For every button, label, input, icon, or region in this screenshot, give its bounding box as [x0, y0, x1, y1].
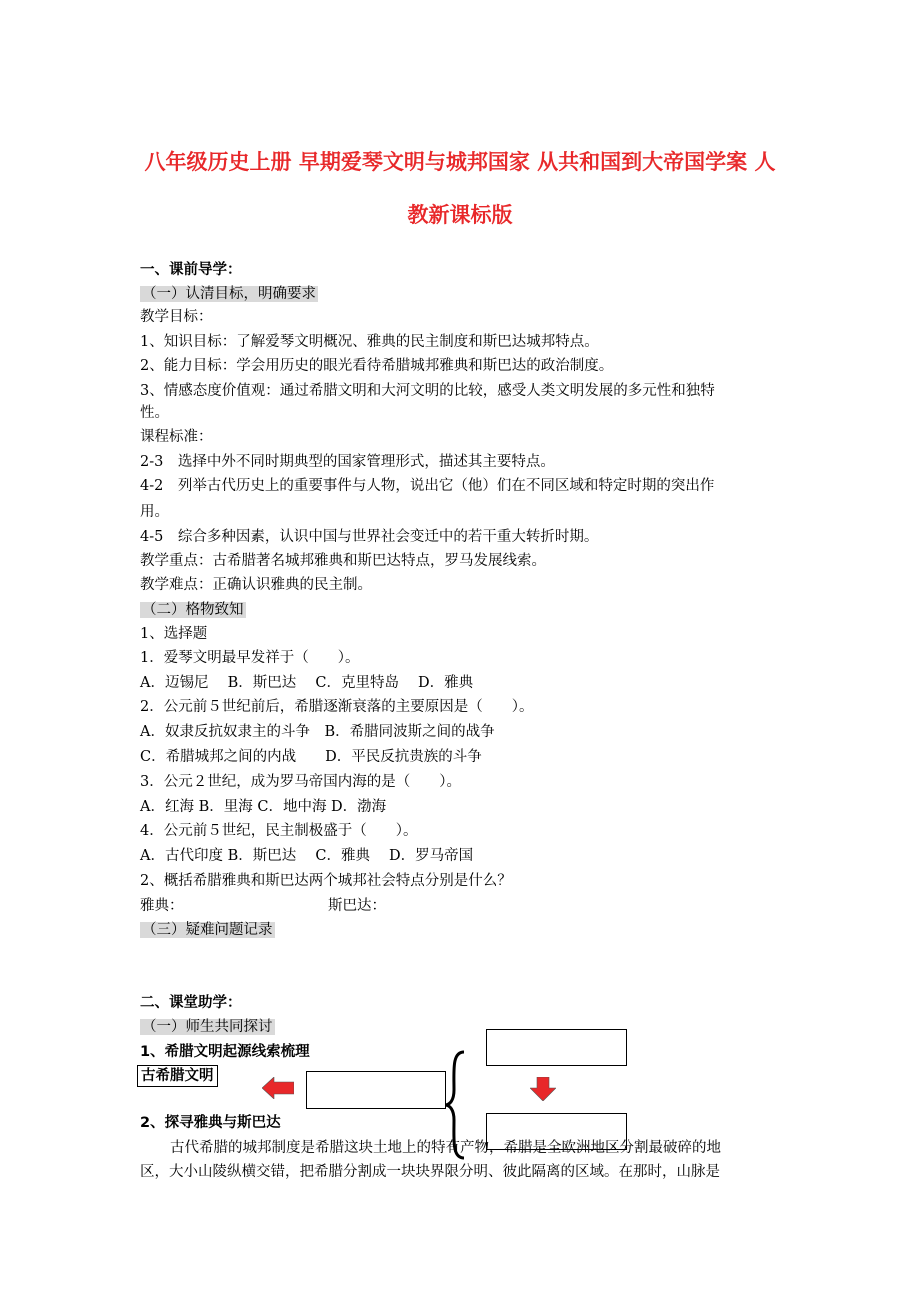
- standard-label: 课程标准：: [140, 429, 213, 445]
- standard-item: 4-2 列举古代历史上的重要事件与人物，说出它（他）们在不同区域和特定时期的突出作: [140, 478, 715, 494]
- subsection-label: （二）格物致知: [142, 602, 244, 618]
- question-options: A．迈锡尼 B．斯巴达 C．克里特岛 D．雅典: [140, 675, 474, 691]
- standard-item-cont: 用。: [140, 504, 169, 520]
- goals-label: 教学目标：: [140, 309, 213, 325]
- down-arrow-icon: [530, 1077, 556, 1101]
- summary-question: 2、概括希腊雅典和斯巴达两个城邦社会特点分别是什么？: [140, 873, 512, 889]
- topic-heading: 1、希腊文明起源线索梳理: [140, 1044, 310, 1060]
- question-options: C．希腊城邦之间的内战 D．平民反抗贵族的斗争: [140, 749, 482, 765]
- standard-item: 2-3 选择中外不同时期典型的国家管理形式，描述其主要特点。: [140, 454, 555, 470]
- left-arrow-icon: [262, 1077, 294, 1099]
- standard-item: 4-5 综合多种因素，认识中国与世界社会变迁中的若干重大转折时期。: [140, 529, 599, 545]
- diagram-box-middle: [306, 1071, 446, 1109]
- subsection-label: （一）认清目标，明确要求: [142, 286, 316, 302]
- doc-title-line1: 八年级历史上册 早期爱琴文明与城邦国家 从共和国到大帝国学案 人: [144, 150, 776, 174]
- goal-item-cont: 性。: [140, 405, 169, 421]
- key-point: 教学重点：古希腊著名城邦雅典和斯巴达特点，罗马发展线索。: [140, 553, 546, 569]
- subsection-heading: [140, 284, 318, 304]
- question-options: A．古代印度 B．斯巴达 C．雅典 D．罗马帝国: [140, 848, 474, 864]
- doc-title-line2: 教新课标版: [407, 203, 513, 227]
- question: 1．爱琴文明最早发祥于（ ）。: [140, 650, 360, 666]
- body-paragraph-line: 古代希腊的城邦制度是希腊这块土地上的特有产物，希腊是全欧洲地区分割最破碎的地: [170, 1140, 721, 1156]
- body-paragraph-line: 区，大小山陵纵横交错，把希腊分割成一块块界限分明、彼此隔离的区域。在那时，山脉是: [140, 1164, 720, 1180]
- difficult-point: 教学难点：正确认识雅典的民主制。: [140, 577, 372, 593]
- question-options: A．红海 B．里海 C．地中海 D．渤海: [140, 799, 387, 815]
- topic-heading: 2、探寻雅典与斯巴达: [140, 1115, 281, 1131]
- subsection-heading: [140, 920, 275, 940]
- question: 3．公元２世纪，成为罗马帝国内海的是（ ）。: [140, 774, 461, 790]
- question: 2．公元前５世纪前后，希腊逐渐衰落的主要原因是（ ）。: [140, 699, 534, 715]
- goal-item: 1、知识目标：了解爱琴文明概况、雅典的民主制度和斯巴达城邦特点。: [140, 334, 599, 350]
- question: 4．公元前５世纪，民主制极盛于（ ）。: [140, 823, 418, 839]
- subsection-heading: [140, 1017, 275, 1037]
- question-type: 1、选择题: [140, 626, 208, 642]
- athens-label: 雅典：: [140, 898, 184, 914]
- sparta-label: 斯巴达：: [328, 898, 386, 914]
- section-heading: 一、课前导学：: [140, 262, 242, 278]
- subsection-label: （一）师生共同探讨: [142, 1019, 273, 1035]
- subsection-label: （三）疑难问题记录: [142, 922, 273, 938]
- question-options: A．奴隶反抗奴隶主的斗争 B．希腊同波斯之间的战争: [140, 724, 495, 740]
- ancient-greece-box: 古希腊文明: [137, 1065, 218, 1087]
- section-heading: 二、课堂助学：: [140, 995, 242, 1011]
- goal-item: 2、能力目标：学会用历史的眼光看待希腊城邦雅典和斯巴达的政治制度。: [140, 358, 614, 374]
- goal-item: 3、情感态度价值观：通过希腊文明和大河文明的比较，感受人类文明发展的多元性和独特: [140, 383, 715, 399]
- subsection-heading: [140, 600, 246, 620]
- diagram-box-top: [486, 1029, 627, 1066]
